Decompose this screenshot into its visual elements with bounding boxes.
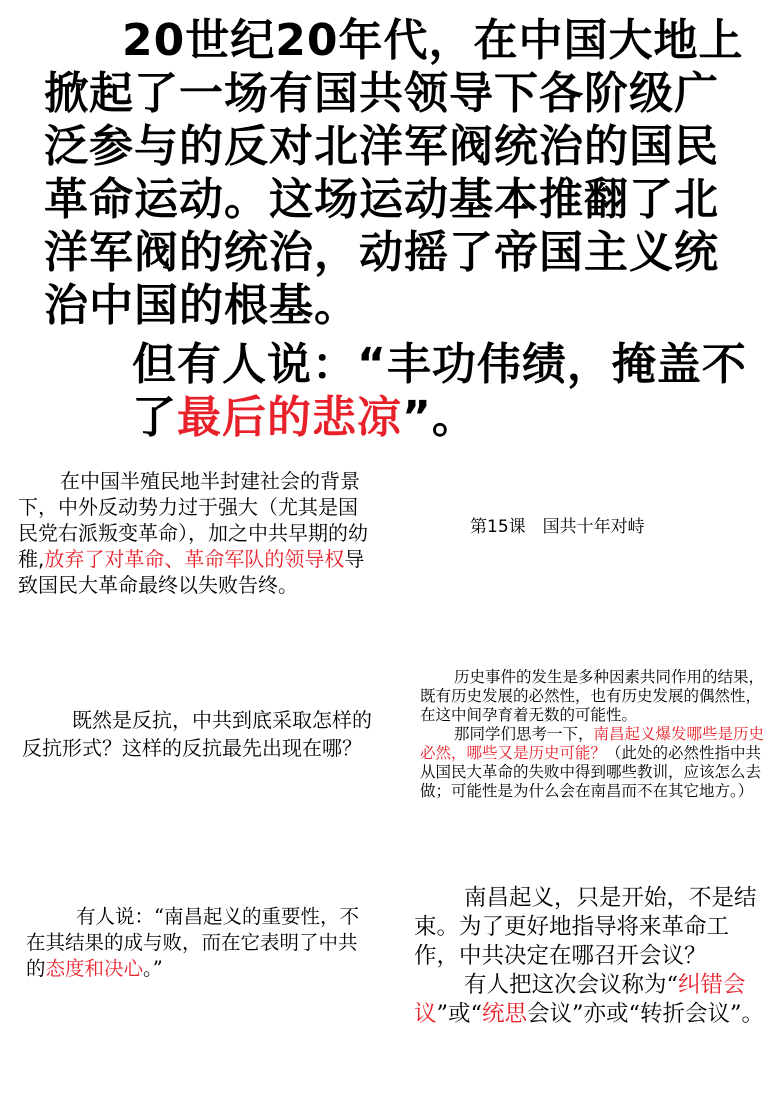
meeting-paragraph bbox=[414, 884, 769, 1029]
hero-paragraph-2 bbox=[44, 338, 752, 444]
quote-prefix: 有人说：“南昌起义的重要性，不在其结果的成与败，而在它表明了中共的 bbox=[26, 905, 359, 980]
background-paragraph bbox=[18, 468, 374, 598]
history-para-2 bbox=[420, 725, 765, 801]
history-para-2-note: （此处的必然性指中共从国民大革命的失败中得到哪些教训，应该怎么去做；可能性是为什么会在南昌而不在其它地方。） bbox=[420, 744, 762, 800]
background-text-a: 在中国半殖民地半封建社会的背景下，中外反动势力过于强大（尤其是国民党右派叛变革命），加之中共早期的幼稚, bbox=[18, 469, 368, 571]
meeting-para-2-c: 会议”亦或“转折会议”。 bbox=[527, 1001, 765, 1027]
quote-suffix: 。” bbox=[143, 957, 163, 980]
hero-quote-suffix: ”。 bbox=[402, 392, 477, 443]
history-paragraph bbox=[420, 668, 765, 801]
meeting-para-1-text: 南昌起义，只是开始，不是结束。为了更好地指导将来革命工作，中共决定在哪召开会议？ bbox=[414, 885, 757, 969]
background-text-b: 导致国民大革命最终以失败告终。 bbox=[18, 547, 365, 597]
question-text: 既然是反抗，中共到底采取怎样的反抗形式？这样的反抗最先出现在哪？ bbox=[22, 708, 372, 760]
hero-quote-highlight: 最后的悲凉 bbox=[177, 392, 402, 443]
quote-paragraph bbox=[26, 904, 366, 982]
meeting-highlight-1: 纠错会议 bbox=[414, 972, 746, 1027]
meeting-para-2-a: 有人把这次会议称为“ bbox=[464, 972, 679, 998]
lesson-title: 第15课 国共十年对峙 bbox=[470, 517, 645, 537]
history-para-2-highlight: 南昌起义爆发哪些是历史必然，哪些又是历史可能？ bbox=[420, 725, 765, 762]
meeting-para-2-b: ”或“ bbox=[436, 1001, 483, 1027]
question-paragraph bbox=[22, 706, 372, 762]
hero-text bbox=[44, 14, 752, 444]
meeting-para-1 bbox=[414, 884, 769, 971]
quote-highlight: 态度和决心 bbox=[45, 957, 144, 980]
background-highlight: 放弃了对革命、革命军队的领导权 bbox=[44, 547, 345, 571]
history-para-1-text: 历史事件的发生是多种因素共同作用的结果，既有历史发展的必然性，也有历史发展的偶然性，在这中间孕育着无数的可能性。 bbox=[420, 668, 765, 724]
hero-quote-prefix: 但有人说：“丰功伟绩，掩盖不了 bbox=[132, 339, 747, 443]
history-para-1 bbox=[420, 668, 765, 725]
meeting-highlight-2: 统思 bbox=[482, 1001, 528, 1027]
hero-paragraph-1: 20世纪20年代，在中国大地上掀起了一场有国共领导下各阶级广泛参与的反对北洋军阀统治的国民革命运动。这场运动基本推翻了北洋军阀的统治，动摇了帝国主义统治中国的根基。 bbox=[44, 15, 744, 331]
history-para-2-prefix: 那同学们思考一下， bbox=[454, 725, 594, 743]
meeting-para-2 bbox=[414, 971, 769, 1029]
